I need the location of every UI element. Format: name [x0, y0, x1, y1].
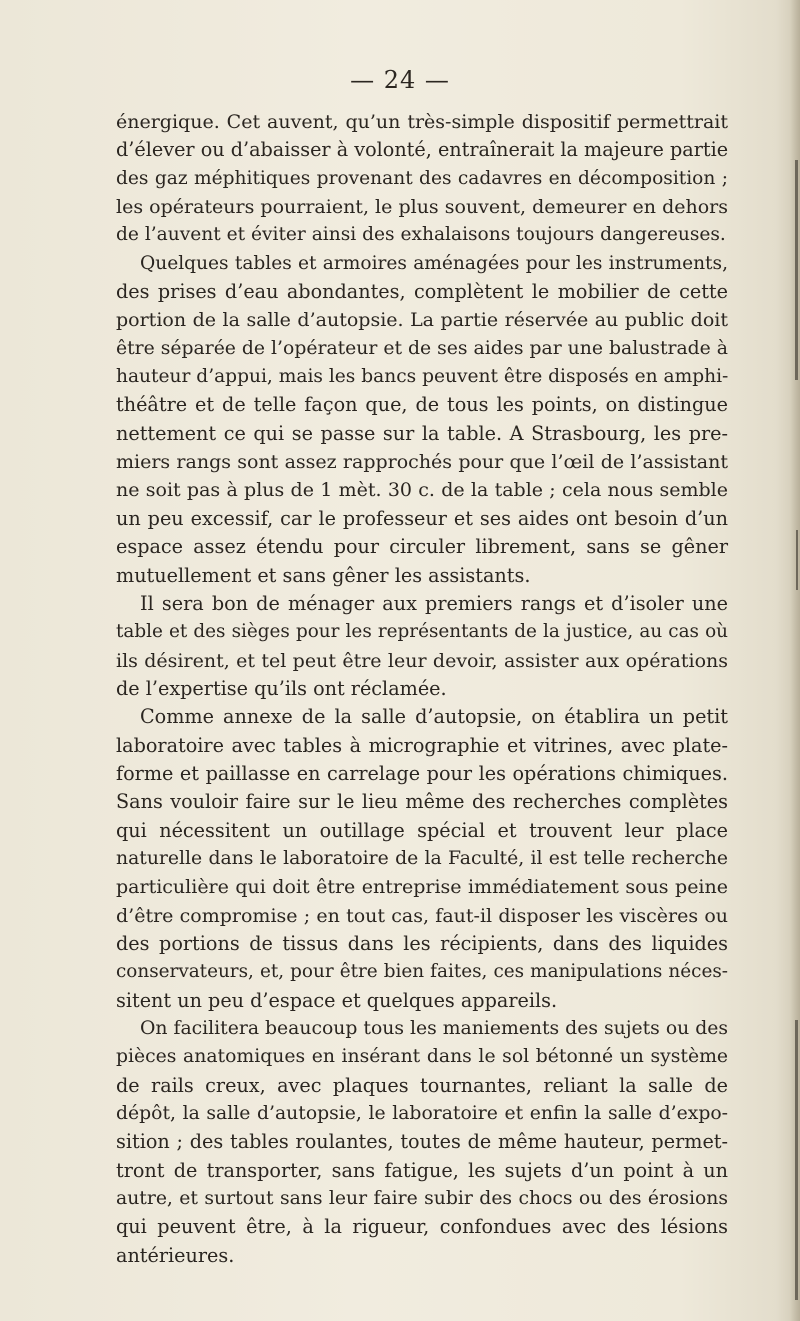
- text-line: autre, et surtout sans leur faire subir des chocs ou des érosions: [116, 1188, 728, 1210]
- text-line: des gaz méphitiques provenant des cadavres en décomposition ;: [116, 167, 728, 189]
- text-line: énergique. Cet auvent, qu’un très-simple dispositif permettrait: [116, 111, 728, 133]
- text-line: laboratoire avec tables à micrographie et vitrines, avec plate-: [116, 733, 728, 757]
- text-line: table et des sièges pour les représentants de la justice, au cas où: [116, 621, 728, 643]
- text-line: Quelques tables et armoires aménagées pour les instruments,: [140, 252, 728, 274]
- text-line: ils désirent, et tel peut être leur devoir, assister aux opérations: [116, 649, 728, 672]
- text-line: ne soit pas à plus de 1 mèt. 30 c. de la table ; cela nous semble: [116, 479, 728, 502]
- text-line: hauteur d’appui, mais les bancs peuvent être disposés en amphi-: [116, 366, 729, 388]
- text-line: théâtre et de telle façon que, de tous les points, on distingue: [116, 393, 728, 417]
- text-line: Sans vouloir faire sur le lieu même des recherches complètes: [116, 790, 728, 814]
- text-line: sition ; des tables roulantes, toutes de même hauteur, permet-: [116, 1130, 728, 1154]
- text-line: de l’auvent et éviter ainsi des exhalaisons toujours dangereuses.: [116, 224, 726, 246]
- text-line: particulière qui doit être entreprise immédiatement sous peine: [116, 876, 728, 899]
- text-line: de rails creux, avec plaques tournantes, reliant la salle de: [116, 1073, 728, 1097]
- text-line: Il sera bon de ménager aux premiers rangs et d’isoler une: [140, 591, 728, 615]
- text-line: mutuellement et sans gêner les assistants.: [116, 563, 531, 587]
- text-line: pièces anatomiques en insérant dans le sol bétonné un système: [116, 1046, 728, 1068]
- text-line: naturelle dans le laboratoire de la Faculté, il est telle recherche: [116, 847, 728, 869]
- text-line: de l’expertise qu’ils ont réclamée.: [116, 676, 447, 700]
- text-line: être séparée de l’opérateur et de ses aides par une balustrade à: [116, 337, 728, 359]
- text-line: tront de transporter, sans fatigue, les sujets d’un point à un: [116, 1158, 728, 1182]
- text-line: On facilitera beaucoup tous les maniements des sujets ou des: [140, 1018, 728, 1039]
- text-line: qui peuvent être, à la rigueur, confondues avec des lésions: [116, 1215, 728, 1239]
- body-text: [116, 108, 728, 1270]
- page-number: — 24 —: [350, 66, 450, 94]
- text-line: espace assez étendu pour circuler librement, sans se gêner: [116, 535, 728, 559]
- page-edge-mark: [795, 160, 798, 380]
- text-line: sitent un peu d’espace et quelques appareils.: [116, 988, 558, 1012]
- text-line: dépôt, la salle d’autopsie, le laboratoire et enfin la salle d’expo-: [116, 1103, 728, 1125]
- text-line: d’être compromise ; en tout cas, faut-il disposer les viscères ou: [116, 904, 728, 927]
- text-line: miers rangs sont assez rapprochés pour que l’œil de l’assistant: [116, 451, 728, 474]
- text-line: qui nécessitent un outillage spécial et trouvent leur place: [116, 818, 728, 842]
- text-line: conservateurs, et, pour être bien faites, ces manipulations néces-: [116, 961, 728, 983]
- text-line: portion de la salle d’autopsie. La partie réservée au public doit: [116, 309, 728, 332]
- text-line: forme et paillasse en carrelage pour les opérations chimiques.: [116, 761, 728, 785]
- text-line: antérieures.: [116, 1243, 235, 1267]
- page-edge-mark: [795, 1020, 798, 1300]
- text-line: nettement ce qui se passe sur la table. A Strasbourg, les pre-: [116, 421, 728, 445]
- text-line: des portions de tissus dans les récipients, dans des liquides: [116, 931, 728, 955]
- text-line: un peu excessif, car le professeur et ses aides ont besoin d’un: [116, 506, 728, 530]
- text-line: les opérateurs pourraient, le plus souvent, demeurer en dehors: [116, 196, 728, 219]
- page-edge-mark: [796, 530, 798, 590]
- text-line: Comme annexe de la salle d’autopsie, on établira un petit: [140, 705, 728, 729]
- text-line: des prises d’eau abondantes, complètent le mobilier de cette: [116, 280, 728, 304]
- text-line: d’élever ou d’abaisser à volonté, entraînerait la majeure partie: [116, 138, 729, 162]
